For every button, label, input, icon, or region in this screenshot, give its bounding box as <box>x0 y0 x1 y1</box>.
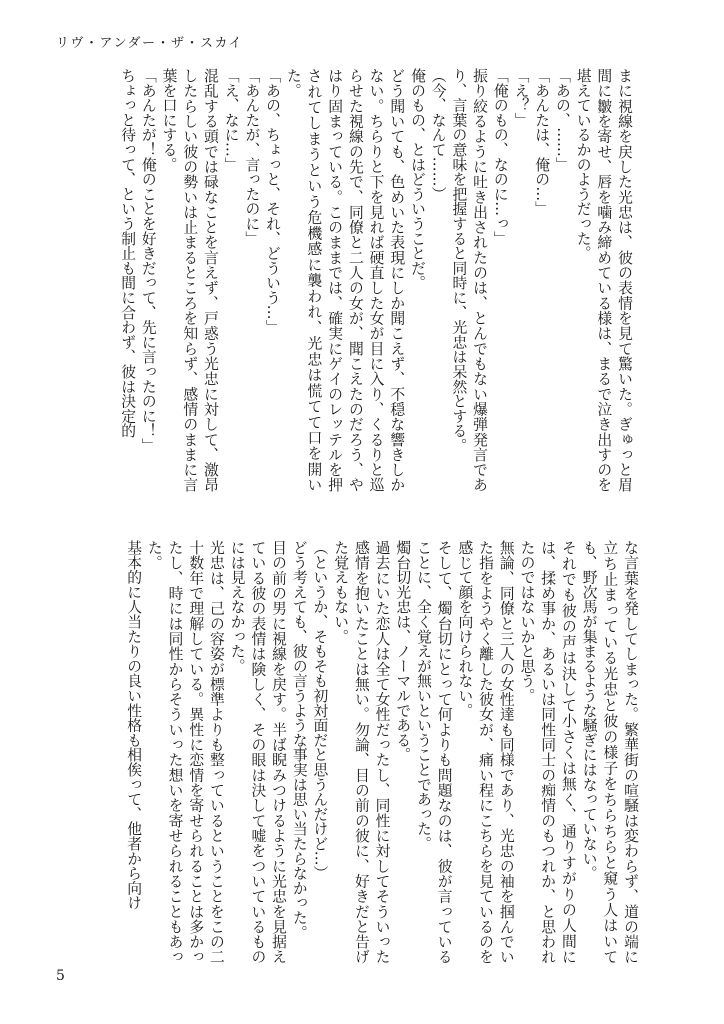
paragraph: 振り絞るように吐き出されたのは、とんでもない爆弾発言であり、言葉の意味を把握すると同時に、光忠は呆然とする。 <box>450 68 489 492</box>
paragraph: 「あんたが、言ったのに」 <box>243 68 261 246</box>
paragraph: ちょっと待って、という制止も間に合わず、彼は決定的 <box>119 68 137 438</box>
running-head-title: リヴ・アンダー・ザ・スカイ <box>56 36 244 51</box>
paragraph: どう聞いても、色めいた表現にしか聞こえず、不穏な響きしかない。ちらりと下を見れば硬直した女が目に入り、くるりと巡らせた視線の先で、同僚と二人の女が、聞こえたのだろう、やはり固まっている。このままでは、確実にゲイのレッテルを押されてしまうという危機感に襲われ、光忠は慌てて口を開いた。 <box>284 68 406 492</box>
paragraph: （今、なんて……） <box>429 68 447 202</box>
paragraph: 「あの、……」 <box>553 68 571 172</box>
paragraph: 光忠は、己の容姿が標準よりも整っているということをこの二十数年で理解している。異性に恋情を寄せられることは多かったし、時には同性からそういった想いを寄せられることもあった。 <box>145 540 225 964</box>
paragraph: な言葉を発してしまった。繁華街の喧騒は変わらず、道の端に立ち止まっている光忠と彼の様子をちらちらと窺う人はいても、野次馬が集まるような騒ぎにはなっていない。 <box>580 540 639 964</box>
paragraph: 燭台切光忠は、ノーマルである。 <box>394 540 412 762</box>
paragraph: 「え、なに…」 <box>222 68 240 172</box>
paragraph: 基本的に人当たりの良い性格も相俟って、他者から向け <box>125 540 143 910</box>
paragraph: 混乱する頭では碌なことを言えず、戸惑う光忠に対して、激昂したらしい彼の勢いは止まるところを知らず、感情のままに言葉を口にする。 <box>160 68 219 492</box>
paragraph: 「あんたは、俺の…」 <box>533 68 551 216</box>
paragraph: それでも彼の声は決して小さくは無く、通りすがりの人間には、揉め事か、あるいは同性同士の痴情のもつれか、と思われたのではないかと思う。 <box>518 540 577 964</box>
paragraph: 「あんたが！俺のことを好きだって、先に言ったのに！」 <box>139 68 157 453</box>
text-column-top <box>66 68 634 492</box>
text-column-bottom <box>60 540 640 964</box>
paragraph: どう考えても、彼の言うような事実は思い当たらなかった。 <box>290 540 308 940</box>
paragraph: 「え？」 <box>512 68 530 128</box>
paragraph: 無論、同僚と三人の女性達も同様であり、光忠の袖を掴んでいた指をようやく離した彼女が、痛い程にこちらを見ているのを感じて顔を向けられない。 <box>456 540 515 964</box>
paragraph: 「俺のもの、なのに…っ」 <box>491 68 509 246</box>
paragraph: 「あの、ちょっと、それ、どういう…」 <box>264 68 282 335</box>
paragraph: 俺のもの、とはどういうことだ。 <box>408 68 426 290</box>
paragraph: （というか、そもそも初対面だと思うんだけど…） <box>311 540 329 881</box>
paragraph: そして、燭台切にとって何よりも問題なのは、彼が言っていることに、全く覚えが無いということであった。 <box>414 540 453 964</box>
paragraph: 目の前の男に視線を戻す。半ば睨みつけるように光忠を見据えている彼の表情は険しく、その眼は決して嘘をついているものには見えなかった。 <box>228 540 288 964</box>
page-number: 5 <box>56 968 65 984</box>
paragraph: 過去にいた恋人は全て女性だったし、同性に対してそういった感情を抱いたことは無い。勿論、目の前の彼に、好きだと告げた覚えもない。 <box>332 540 391 964</box>
paragraph: まに視線を戻した光忠は、彼の表情を見て驚いた。ぎゅっと眉間に皺を寄せ、唇を噛み締めている様は、まるで泣き出すのを堪えているかのようだった。 <box>574 68 633 492</box>
